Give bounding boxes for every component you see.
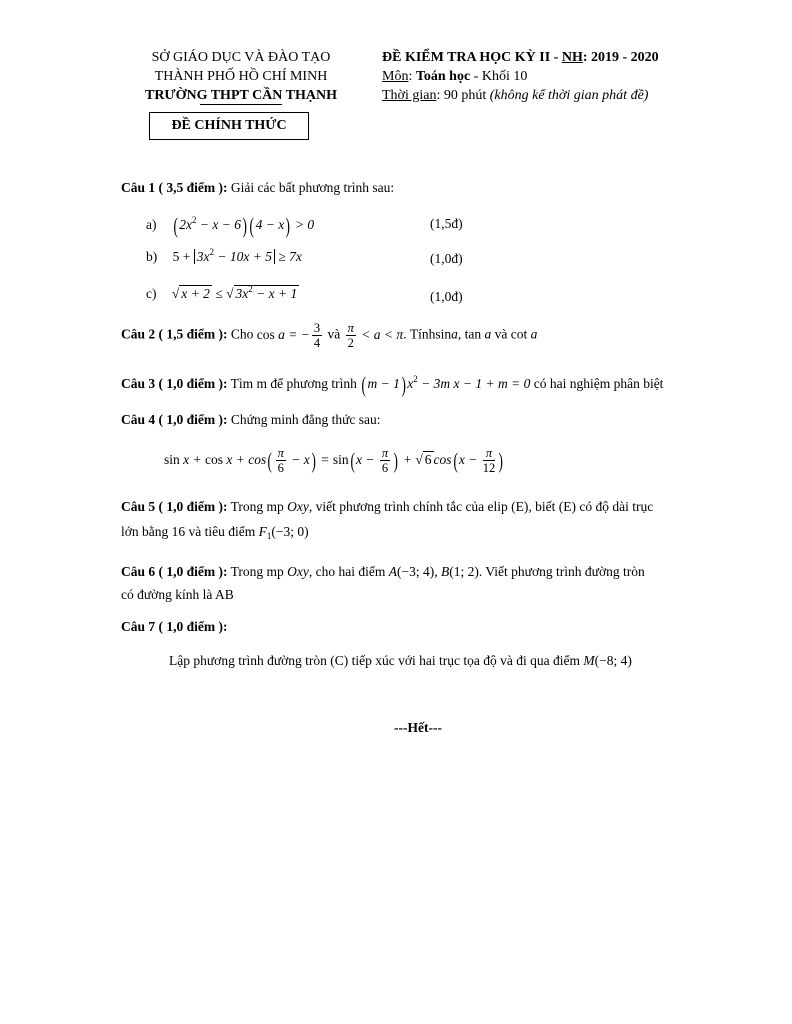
question-1: Câu 1 ( 3,5 điểm ): Giải các bất phương trình sau:: [121, 180, 395, 195]
exam-title: ĐỀ KIỂM TRA HỌC KỲ II - NH: 2019 - 2020: [382, 50, 659, 65]
city-name: THÀNH PHỐ HỒ CHÍ MINH: [154, 69, 328, 84]
exam-time: Thời gian: 90 phút (không kể thời gian phát đề): [382, 88, 649, 103]
exam-subject: Môn: Toán học - Khối 10: [382, 69, 528, 84]
question-4: Câu 4 ( 1,0 điểm ): Chứng minh đẳng thức sau:: [121, 412, 381, 427]
question-5-line2: lớn bằng 16 và tiêu điểm $F_1(-3$; 0): [121, 524, 309, 541]
school-name: TRƯỜNG THPT CẦN THẠNH: [144, 88, 337, 103]
q1c-points: (1,0đ): [430, 289, 463, 304]
question-2: Câu 2 ( 1,5 điểm ): Cho cos a = − $\frac{3}{4}$ và $\frac{\pi}{2}$ < a < π. Tínhsina, tan a và cot a: [121, 321, 538, 350]
header-left: [116, 48, 366, 105]
q1b-points: (1,0đ): [430, 251, 463, 266]
end-marker: ---Hết---: [394, 720, 442, 735]
q1a-expression: $(2x^2 - x - 6) (4 - x) > 0$: [173, 213, 315, 238]
question-7: Câu 7 ( 1,0 điểm ):: [121, 619, 228, 634]
question-1c: c) √ x + 2 ≤ √ $3x^2 - x + 1$: [146, 284, 298, 301]
question-6: Câu 6 ( 1,0 điểm ): Trong mp Oxy, cho hai điểm A(−3; 4), B(1; 2). Viết phương trình đường tròn: [121, 564, 645, 579]
q1c-expression: √ x + 2 ≤ √ $3x^2 - x + 1$: [171, 284, 298, 301]
question-6-line2: có đường kính là AB: [121, 587, 234, 602]
question-1a: a) $(2x^2 - x - 6) (4 - x) > 0$: [146, 213, 315, 238]
question-7-text: Lập phương trình đường tròn (C) tiếp xúc với hai trục tọa độ và đi qua điểm M(−8; 4): [169, 653, 632, 668]
q1b-expression: $5 + 3x^2 - 10x + 5 \ge 7x$: [172, 247, 302, 264]
official-exam-box: ĐỀ CHÍNH THỨC: [149, 112, 309, 140]
header-right: [382, 48, 659, 105]
header-underline: [200, 104, 282, 105]
question-3: Câu 3 ( 1,0 điểm ): Tìm m để phương trình $(m - 1)x^2 - 3m$ x − 1 + m = 0 có hai nghiệm phân biệt: [121, 372, 664, 397]
question-5: Câu 5 ( 1,0 điểm ): Trong mp Oxy, viết phương trình chính tắc của elip (E), biết (E) có độ dài trục: [121, 499, 654, 514]
department-name: SỞ GIÁO DỤC VÀ ĐÀO TẠO: [151, 50, 331, 65]
q1a-points: (1,5đ): [430, 216, 463, 231]
q4-identity: sin x + cos x + cos( $\frac{\pi}{6}$ − x) = sin(x − $\frac{\pi}{6}$ ) + √ 6 cos(x − $\frac{\pi}{12}$ ): [164, 446, 504, 475]
question-1b: b) $5 + 3x^2 - 10x + 5 \ge 7x$: [146, 247, 302, 264]
